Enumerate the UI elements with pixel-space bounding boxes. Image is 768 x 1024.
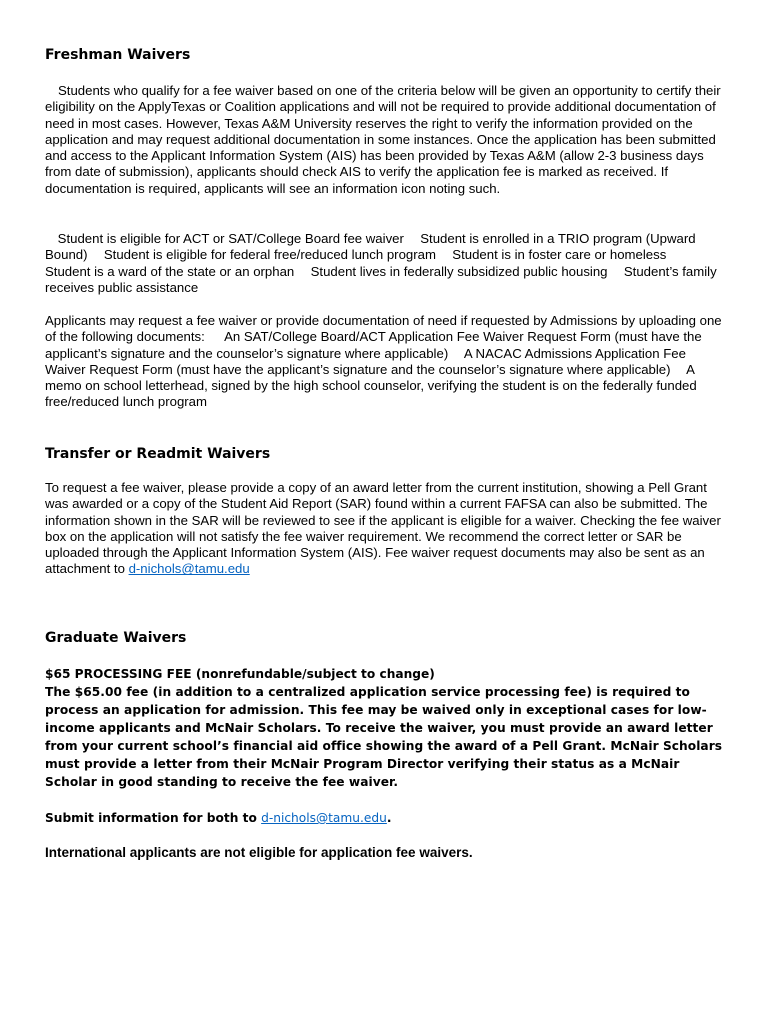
graduate-fee-body: The $65.00 fee (in addition to a centralized application service processing fee) is required to process an application for admission. This fee may be waived only in exceptional cases for low-income applicants and McNair Scholars. To receive the waiver, you must provide an award letter from your current school’s financial aid office showing the award of a Pell Grant. McNair Scholars must provide a letter from their McNair Program Director verifying their status as a McNair Scholar in good standing to receive the fee waiver.	[45, 685, 723, 789]
transfer-heading: Transfer or Readmit Waivers	[45, 446, 271, 462]
criteria-item: Student is eligible for ACT or SAT/College Board fee waiver	[57, 231, 404, 246]
graduate-fee-title: $65 PROCESSING FEE (nonrefundable/subject to change)	[45, 667, 435, 681]
document-item: A memo on school letterhead, signed by the high school counselor, verifying the student is on the federally funded free/reduced lunch program	[45, 361, 697, 410]
freshman-criteria	[45, 231, 725, 296]
criteria-item: Student is eligible for federal free/reduced lunch program	[103, 247, 436, 263]
submit-period: .	[386, 811, 392, 825]
transfer-email-link[interactable]: d-nichols@tamu.edu	[128, 561, 250, 577]
criteria-item: Student is in foster care or homeless	[452, 247, 667, 263]
graduate-heading: Graduate Waivers	[45, 630, 187, 646]
freshman-documents	[45, 313, 725, 411]
criteria-item: Student lives in federally subsidized public housing	[310, 263, 608, 279]
international-note: International applicants are not eligible for application fee waivers.	[45, 845, 473, 860]
documents-intro: Applicants may request a fee waiver or provide documentation of need if requested by Admissions by uploading one of the following documents:	[45, 313, 722, 345]
transfer-body	[45, 480, 725, 578]
criteria-item: Student is a ward of the state or an orphan	[45, 263, 295, 279]
criteria-item: Student is enrolled in a TRIO program (Upward Bound)	[45, 231, 696, 263]
criteria-item: Student’s family receives public assistance	[45, 263, 717, 295]
graduate-email-link[interactable]: d-nichols@tamu.edu	[261, 811, 387, 825]
freshman-intro: Students who qualify for a fee waiver based on one of the criteria below will be given an opportunity to certify their eligibility on the ApplyTexas or Coalition applications and will not be required to provide additional documentation of need in most cases. However, Texas A&M University reserves the right to verify the information provided on the application and may request additional documentation in some instances. Once the application has been submitted and access to the Applicant Information System (AIS) has been provided by Texas A&M (allow 2-3 business days from date of submission), applicants should check AIS to verify the application fee is marked as received. If documentation is required, applicants will see an information icon noting such.	[45, 83, 721, 196]
graduate-submit	[45, 809, 725, 827]
document-item: An SAT/College Board/ACT Application Fee Waiver Request Form (must have the applicant’s signature and the counselor’s signature where applicable)	[45, 329, 702, 361]
transfer-text: To request a fee waiver, please provide a copy of an award letter from the current institution, showing a Pell Grant was awarded or a copy of the Student Aid Report (SAR) found within a current FAFSA can also be submitted. The information shown in the SAR will be reviewed to see if the applicant is eligible for a waiver. Checking the fee waiver box on the application will not satisfy the fee waiver requirement. We recommend the correct letter or SAR be uploaded through the Applicant Information System (AIS). Fee waiver request documents may also be sent as an attachment to	[45, 480, 721, 577]
submit-text: Submit information for both to	[45, 811, 257, 825]
document-item: A NACAC Admissions Application Fee Waiver Request Form (must have the applicant’s signature and the counselor’s signature where applicable)	[45, 345, 686, 377]
freshman-heading: Freshman Waivers	[45, 47, 191, 63]
